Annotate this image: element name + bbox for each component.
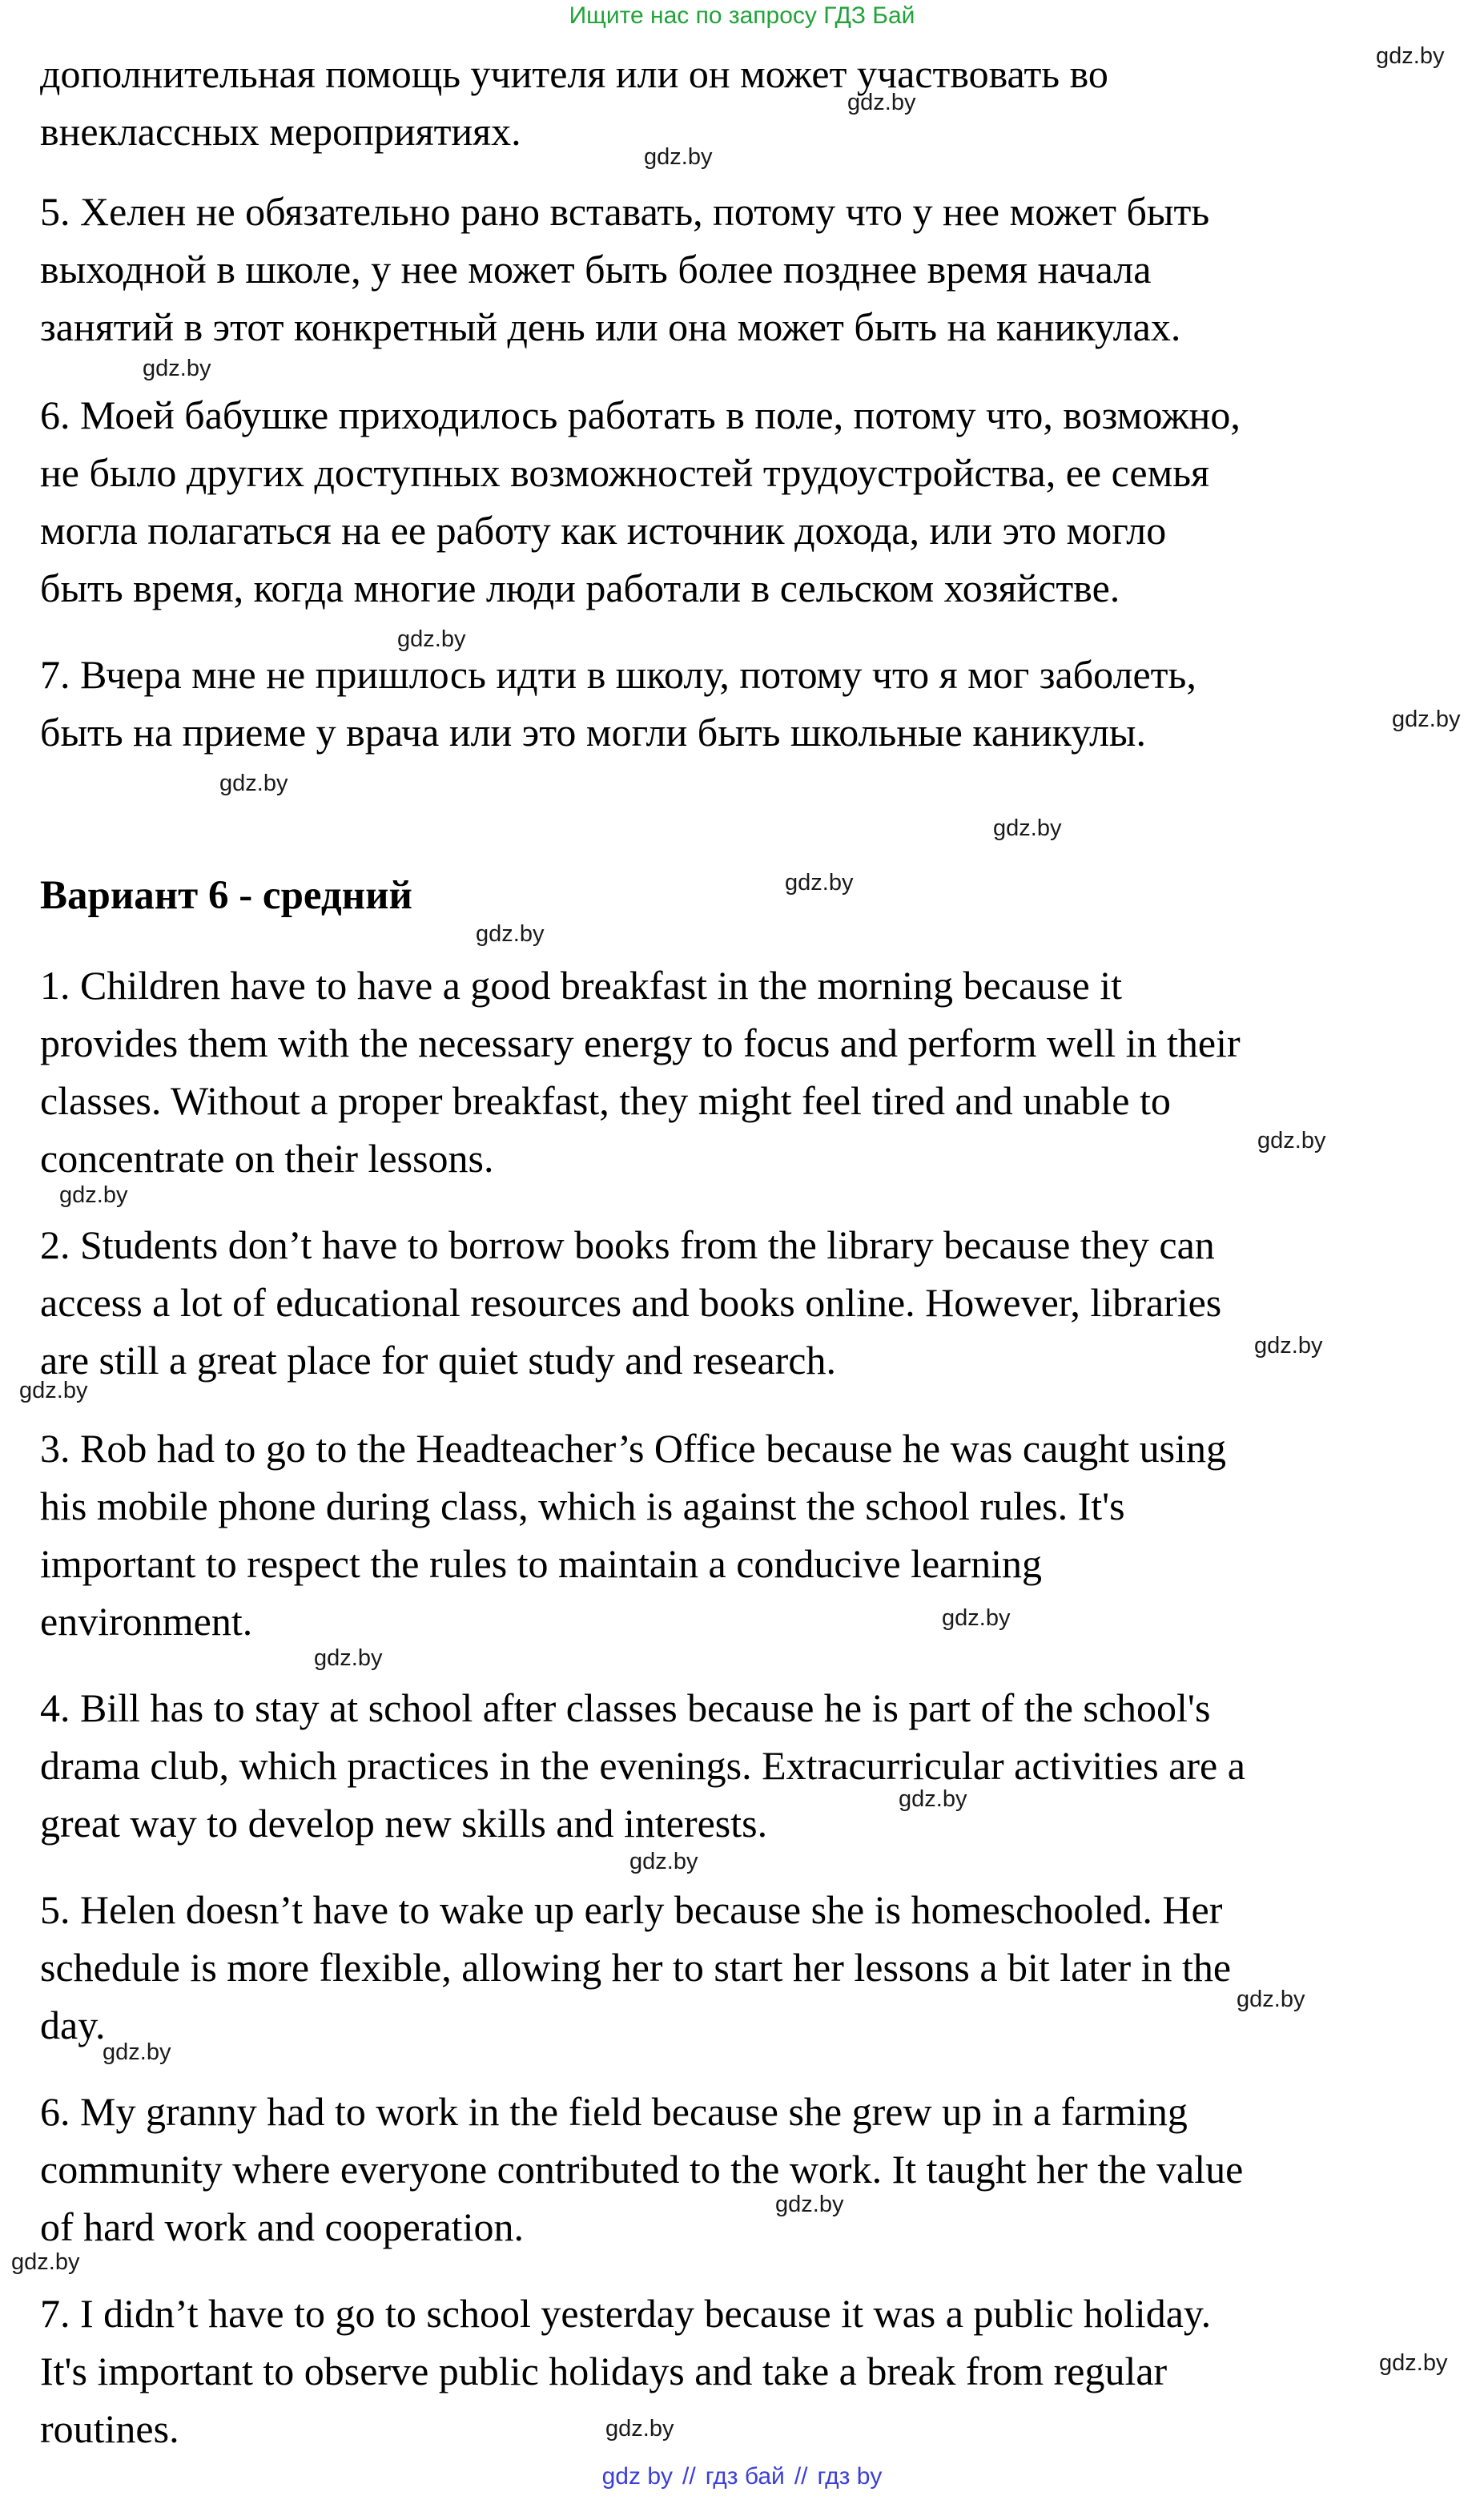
en-6-line-1: 6. My granny had to work in the field because she grew up in a farming: [40, 2089, 1188, 2134]
en-5-line-3: day.: [40, 2003, 106, 2047]
en-answer-5: [40, 1881, 1231, 2054]
watermark: gdz.by: [629, 1849, 698, 1874]
en-1-line-4: concentrate on their lessons.: [40, 1136, 494, 1181]
en-answer-2: [40, 1216, 1221, 1389]
ru-6-line-2: не было других доступных возможностей трудоустройства, ее семья: [40, 450, 1210, 495]
watermark: gdz.by: [1379, 2350, 1448, 2376]
en-4-line-2: drama club, which practices in the evenings. Extracurricular activities are a: [40, 1743, 1245, 1788]
watermark: gdz.by: [847, 90, 916, 115]
en-7-line-2: It's important to observe public holidays and take a break from regular: [40, 2349, 1168, 2393]
en-5-line-2: schedule is more flexible, allowing her to start her lessons a bit later in the: [40, 1945, 1232, 1990]
footer-separator: //: [682, 2463, 696, 2490]
watermark: gdz.by: [785, 870, 854, 896]
ru-4-line-1: дополнительная помощь учителя или он может участвовать во: [40, 51, 1108, 96]
watermark: gdz.by: [942, 1605, 1011, 1631]
ru-6-line-4: быть время, когда многие люди работали в сельском хозяйстве.: [40, 566, 1120, 610]
watermark: gdz.by: [59, 1182, 128, 1208]
en-3-line-1: 3. Rob had to go to the Headteacher’s Office because he was caught using: [40, 1426, 1227, 1471]
en-3-line-3: important to respect the rules to maintain a conducive learning: [40, 1541, 1042, 1586]
en-4-line-3: great way to develop new skills and interests.: [40, 1801, 768, 1846]
en-6-line-2: community where everyone contributed to the work. It taught her the value: [40, 2147, 1244, 2192]
footer-link-gdz-bai[interactable]: гдз бай: [705, 2463, 785, 2490]
ru-5-line-3: занятий в этот конкретный день или она может быть на каникулах.: [40, 304, 1181, 349]
en-answer-3: [40, 1419, 1226, 1650]
en-answer-4: [40, 1679, 1245, 1852]
ru-7-line-2: быть на приеме у врача или это могли быть школьные каникулы.: [40, 710, 1147, 755]
ru-answer-7: [40, 646, 1196, 761]
en-7-line-1: 7. I didn’t have to go to school yesterday because it was a public holiday.: [40, 2291, 1212, 2336]
en-5-line-1: 5. Helen doesn’t have to wake up early because she is homeschooled. Her: [40, 1887, 1223, 1932]
watermark: gdz.by: [1376, 43, 1445, 69]
en-answer-1: [40, 956, 1241, 1187]
watermark: gdz.by: [644, 144, 713, 170]
en-1-line-1: 1. Children have to have a good breakfast in the morning because it: [40, 963, 1122, 1008]
footer-link-gdz-by-ru[interactable]: гдз by: [817, 2463, 883, 2490]
en-answer-6: [40, 2083, 1243, 2256]
watermark: gdz.by: [1237, 1987, 1305, 2012]
ru-6-line-1: 6. Моей бабушке приходилось работать в поле, потому что, возможно,: [40, 393, 1241, 437]
footer-link-gdz-by[interactable]: gdz by: [601, 2463, 674, 2490]
en-3-line-4: environment.: [40, 1599, 253, 1644]
footer-separator: //: [794, 2463, 808, 2490]
watermark: gdz.by: [476, 921, 545, 947]
en-2-line-3: are still a great place for quiet study and research.: [40, 1338, 836, 1383]
watermark: gdz.by: [143, 356, 211, 381]
watermark: gdz.by: [899, 1786, 967, 1812]
watermark: gdz.by: [11, 2249, 80, 2275]
ru-7-line-1: 7. Вчера мне не пришлось идти в школу, потому что я мог заболеть,: [40, 652, 1196, 697]
watermark: gdz.by: [19, 1378, 88, 1403]
variant-heading: Вариант 6 - средний: [40, 873, 412, 918]
ru-5-line-2: выходной в школе, у нее может быть более позднее время начала: [40, 247, 1152, 292]
en-1-line-3: classes. Without a proper breakfast, they might feel tired and unable to: [40, 1078, 1171, 1123]
ru-6-line-3: могла полагаться на ее работу как источник дохода, или это могло: [40, 508, 1167, 553]
watermark: gdz.by: [775, 2192, 844, 2217]
watermark: gdz.by: [219, 771, 288, 796]
en-2-line-2: access a lot of educational resources and books online. However, libraries: [40, 1280, 1222, 1325]
watermark: gdz.by: [1254, 1333, 1323, 1359]
header-search-link[interactable]: Ищите нас по запросу ГДЗ Бай: [569, 2, 915, 29]
en-6-line-3: of hard work and cooperation.: [40, 2204, 524, 2249]
en-1-line-2: provides them with the necessary energy to focus and perform well in their: [40, 1021, 1241, 1065]
ru-answer-6: [40, 386, 1241, 617]
ru-answer-4-tail: [40, 45, 1108, 160]
ru-4-line-2: внеклассных мероприятиях.: [40, 109, 521, 154]
watermark: gdz.by: [1257, 1128, 1326, 1153]
ru-answer-5: [40, 183, 1209, 356]
en-7-line-3: routines.: [40, 2406, 179, 2451]
watermark: gdz.by: [314, 1645, 383, 1671]
footer-links: [0, 2462, 1484, 2491]
watermark: gdz.by: [605, 2416, 674, 2442]
en-2-line-1: 2. Students don’t have to borrow books from the library because they can: [40, 1222, 1215, 1267]
en-4-line-1: 4. Bill has to stay at school after classes because he is part of the school's: [40, 1685, 1211, 1730]
watermark: gdz.by: [993, 815, 1062, 841]
en-3-line-2: his mobile phone during class, which is against the school rules. It's: [40, 1483, 1125, 1528]
ru-5-line-1: 5. Хелен не обязательно рано вставать, потому что у нее может быть: [40, 189, 1210, 234]
watermark: gdz.by: [397, 626, 466, 652]
watermark: gdz.by: [1392, 707, 1461, 732]
watermark: gdz.by: [103, 2039, 171, 2065]
